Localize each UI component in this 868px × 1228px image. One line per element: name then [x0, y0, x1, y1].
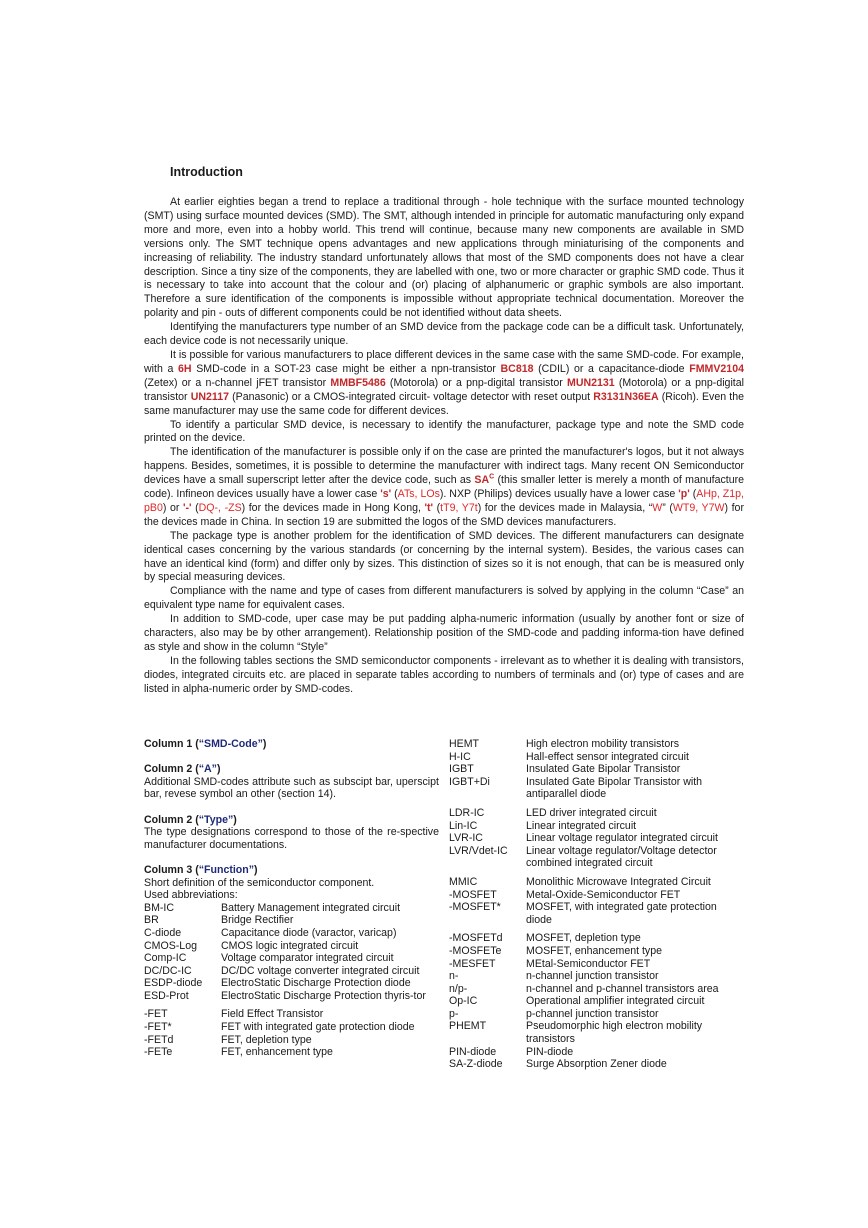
code-marker: 'p' — [678, 488, 690, 501]
abbreviation-row — [449, 820, 744, 833]
abbreviation-definition: ElectroStatic Discharge Protection diode — [221, 977, 411, 990]
abbreviation-definition: Capacitance diode (varactor, varicap) — [221, 926, 397, 939]
abbreviation-definition: Pseudomorphic high electron mobility transistors — [526, 1020, 703, 1046]
abbreviation-definition: Voltage comparator integrated circuit — [221, 952, 394, 965]
smd-code: 6H — [178, 362, 192, 375]
abbreviation-row — [449, 945, 744, 958]
abbreviation-row — [449, 1046, 744, 1059]
abbreviation-row — [449, 1058, 744, 1071]
abbreviation-term: H-IC — [449, 750, 471, 763]
abbreviation-row — [449, 807, 744, 820]
paragraph-7: Compliance with the name and type of cases from different manufacturers is solved by applying in the column “Case” an equivalent type name for equivalent cases. — [144, 585, 744, 612]
abbreviation-term: -MOSFET — [449, 888, 497, 901]
column-description: Short definition of the semiconductor component. — [144, 876, 375, 889]
part-number: MUN2131 — [567, 376, 615, 389]
column-heading: Column 3 (“Function”) — [144, 863, 258, 876]
paragraph-6: The package type is another problem for the identification of SMD devices. The different manufacturers can designate identical cases concerning by the various standards (or concerning by the internal system). Besides, the various cases can have an identical kind (form) and differ only by sizes. This distinction of sizes so it is not enough, that can be is measured only by special measuring devices. — [144, 529, 744, 584]
abbreviation-row — [144, 965, 439, 978]
abbreviation-definition: FET with integrated gate protection diode — [221, 1021, 415, 1034]
abbreviation-term: n- — [449, 970, 459, 983]
abbreviation-definition: Linear integrated circuit — [526, 819, 637, 832]
abbreviation-definition: Field Effect Transistor — [221, 1008, 324, 1021]
abbreviation-definition: Insulated Gate Bipolar Transistor with antiparallel diode — [526, 775, 703, 801]
abbreviation-term: Lin-IC — [449, 819, 478, 832]
columns-description-right — [449, 738, 744, 1071]
abbreviation-term: IGBT+Di — [449, 775, 490, 788]
abbreviation-row — [144, 902, 439, 915]
abbreviation-definition: Hall-effect sensor integrated circuit — [526, 750, 689, 763]
abbreviation-definition: MOSFET, with integrated gate protection diode — [526, 901, 717, 926]
abbreviation-row — [144, 952, 439, 965]
paragraph-3: It is possible for various manufacturers to place different devices in the same case with the same SMD-code. For example, with a 6H SMD-code in a SOT-23 case might be either a npn-transistor BC818 (CDIL) or a capacitance-diode FMMV2104 (Zetex) or a n-channel jFET transistor MMBF5486 (Motorola) or a pnp-digital transistor MUN2131 (Motorola) or a pnp-digital transistor UN2117 (Panasonic) or a CMOS-integrated circuit- voltage detector with reset output R3131N36EA (Ricoh). Even the same manufacturer may use the same code for different devices. — [144, 348, 744, 417]
abbreviation-definition: DC/DC voltage converter integrated circuit — [221, 964, 420, 977]
code-example: AHp, Z1p, pB0 — [144, 488, 744, 514]
abbreviation-row — [144, 940, 439, 953]
abbreviation-term: BM-IC — [144, 901, 175, 914]
abbreviation-row — [449, 776, 744, 801]
abbreviation-term: BR — [144, 914, 159, 927]
paragraph-8: In addition to SMD-code, uper case may be put padding alpha-numeric information (usually by another font or size of characters, also may be by other arrangement). Relationship position of the SMD-code and padding informa-tion have defined as style and show in the column “Style” — [144, 613, 744, 653]
abbreviation-row — [449, 876, 744, 889]
paragraph-1: At earlier eighties began a trend to replace a traditional through - hole technique with the surface mounted technology (SMT) using surface mounted devices (SMD). The SMT, although intended in principle for automatic manufacturing only expand more and more, even into a hobby world. This trend will continue, because many new components are available in SMD versions only. The SMT technique opens advantages and new applications through miniaturising of the components and increasing of reliability. The industry standard unfortunately allows that most of the SMD components does not have a clear description. Since a tiny size of the components, they are labelled with one, two or more character or graphic SMD code. Thus it is necessary to take into account that the colour and (or) placing of alphanumeric or graphic symbols are also important. Therefore a sure identification of the components is impossible without appropriate technical documentation. Moreover the polarity and pin - outs of different components could be not identified without data sheets. — [144, 196, 744, 320]
abbreviation-term: -FET — [144, 1008, 168, 1021]
abbreviation-row — [449, 832, 744, 845]
abbreviation-term: CMOS-Log — [144, 939, 197, 952]
abbreviation-row — [144, 1021, 439, 1034]
abbreviation-term: C-diode — [144, 926, 182, 939]
abbreviation-definition: Surge Absorption Zener diode — [526, 1058, 667, 1071]
abbreviation-row — [449, 1008, 744, 1021]
abbreviation-row — [449, 932, 744, 945]
abbreviation-term: HEMT — [449, 738, 480, 750]
abbreviation-term: LVR/Vdet-IC — [449, 844, 508, 857]
abbreviation-term: LDR-IC — [449, 806, 485, 819]
section-heading: Introduction — [170, 165, 243, 179]
code-marker: 't' — [424, 501, 434, 514]
introduction-body — [144, 196, 744, 697]
abbreviation-definition: ElectroStatic Discharge Protection thyris-tor — [221, 989, 426, 1002]
abbreviation-definition: High electron mobility transistors — [526, 738, 680, 750]
paragraph-2: Identifying the manufacturers type number of an SMD device from the package code can be a difficult task. Unfortunately, each device code is not necessarily unique. — [144, 321, 744, 348]
code-example: DQ-, -ZS — [198, 501, 242, 514]
abbreviation-definition: n-channel junction transistor — [526, 970, 659, 983]
abbreviation-term: PIN-diode — [449, 1045, 497, 1058]
column-description: The type designations correspond to those of the re-spective manufacturer documentations. — [144, 826, 439, 851]
abbreviation-term: n/p- — [449, 982, 468, 995]
abbreviation-term: -MOSFETd — [449, 932, 503, 945]
part-number: UN2117 — [190, 390, 229, 403]
abbreviation-definition: n-channel and p-channel transistors area — [526, 982, 719, 995]
part-number: R3131N36EA — [593, 390, 659, 403]
abbreviation-definition: Battery Management integrated circuit — [221, 901, 401, 914]
abbreviation-row — [449, 889, 744, 902]
abbreviation-row — [449, 751, 744, 764]
abbreviation-row — [449, 983, 744, 996]
abbreviation-term: p- — [449, 1007, 459, 1020]
abbreviation-term: ESDP-diode — [144, 977, 203, 990]
abbreviation-row — [449, 845, 744, 870]
column-description: Additional SMD-codes attribute such as subscipt bar, uperscipt bar, revese symbol an other (section 14). — [144, 775, 439, 801]
abbreviation-term: MMIC — [449, 875, 478, 888]
part-number: MMBF5486 — [330, 376, 386, 389]
paragraph-4: To identify a particular SMD device, is necessary to identify the manufacturer, package type and note the SMD code printed on the device. — [144, 418, 744, 445]
paragraph-5: The identification of the manufacturer is possible only if on the case are printed the manufacturer's logos, but it not always happens. Besides, sometimes, it is possible to determine the manufacturer with indirect tags. Many recent ON Semiconductor devices have a small superscript letter after the device code, such as $SA^C$ (this smaller letter is merely a month of manufacture code). Infineon devices usually have a lower case 's' (ATs, LOs). NXP (Philips) devices usually have a lower case 'p' (AHp, Z1p, pB0) or '-' (DQ-, -ZS) for the devices made in Hong Kong, 't' (tT9, Y7t) for the devices made in Malaysia, “W” (WT9, Y7W) for the devices made in China. In section 19 are submitted the logos of the SMD devices manufacturers. — [144, 446, 745, 528]
abbreviation-term: -MOSFETe — [449, 944, 502, 957]
abbreviation-term: -FETd — [144, 1033, 174, 1046]
column-heading: Column 2 (“A”) — [144, 763, 221, 776]
abbreviation-definition: Bridge Rectifier — [221, 914, 294, 927]
abbreviation-definition: Monolithic Microwave Integrated Circuit — [526, 875, 711, 888]
abbreviation-definition: FET, depletion type — [221, 1033, 312, 1046]
abbreviation-definition: LED driver integrated circuit — [526, 806, 657, 819]
abbreviation-term: LVR-IC — [449, 832, 483, 845]
abbreviation-definition: MOSFET, depletion type — [526, 932, 641, 945]
column-heading: Column 1 (“SMD-Code”) — [144, 738, 267, 750]
abbreviation-term: IGBT — [449, 763, 474, 776]
abbreviation-row — [144, 990, 439, 1003]
abbreviation-row — [449, 995, 744, 1008]
abbreviation-row — [144, 914, 439, 927]
abbreviation-definition: MOSFET, enhancement type — [526, 944, 663, 957]
column-heading: Column 2 (“Type”) — [144, 813, 237, 826]
columns-description-left — [144, 738, 439, 1059]
code-example: SA — [474, 474, 490, 487]
paragraph-9: In the following tables sections the SMD semiconductor components - irrelevant as to whether it is dealing with transistors, diodes, integrated circuits etc. are placed in separate tables according to numbers of terminals and (or) type of cases and are listed in alpha-numeric order by SMD-codes. — [144, 654, 744, 695]
abbreviation-term: -FETe — [144, 1046, 173, 1059]
code-marker: 's' — [380, 488, 392, 501]
abbreviation-list-right — [449, 738, 744, 1071]
part-number: BC818 — [500, 362, 534, 375]
abbreviation-row — [449, 1020, 744, 1045]
abbreviation-row — [449, 738, 744, 751]
abbreviation-definition: Insulated Gate Bipolar Transistor — [526, 763, 681, 776]
abbreviation-definition: CMOS logic integrated circuit — [221, 939, 359, 952]
abbreviation-definition: p-channel junction transistor — [526, 1007, 659, 1020]
abbreviation-definition: Linear voltage regulator/Voltage detector combined integrated circuit — [526, 844, 717, 870]
abbreviation-row — [144, 1046, 439, 1059]
abbreviation-row — [144, 1034, 439, 1047]
code-marker: '-' — [182, 501, 192, 514]
abbreviation-term: SA-Z-diode — [449, 1058, 503, 1071]
abbreviation-row — [449, 901, 744, 926]
code-example: ATs, LOs — [397, 488, 440, 501]
abbreviation-term: PHEMT — [449, 1020, 487, 1033]
abbreviation-definition: Linear voltage regulator integrated circuit — [526, 832, 718, 845]
column-description: Used abbreviations: — [144, 889, 238, 902]
abbreviation-definition: MEtal-Semiconductor FET — [526, 957, 651, 970]
code-example: tT9, Y7t — [440, 501, 478, 514]
abbreviation-term: -MOSFET* — [449, 901, 501, 914]
abbreviation-definition: Metal-Oxide-Semiconductor FET — [526, 888, 681, 901]
abbreviation-row — [449, 958, 744, 971]
abbreviation-term: -FET* — [144, 1021, 172, 1034]
abbreviation-row — [144, 927, 439, 940]
abbreviation-definition: Operational amplifier integrated circuit — [526, 995, 705, 1008]
code-example: WT9, Y7W — [672, 501, 725, 514]
code-marker: W — [652, 501, 663, 514]
abbreviation-term: Op-IC — [449, 995, 478, 1008]
abbreviation-term: -MESFET — [449, 957, 496, 970]
abbreviation-row — [449, 763, 744, 776]
part-number: FMMV2104 — [689, 362, 744, 375]
abbreviation-definition: PIN-diode — [526, 1045, 574, 1058]
abbreviation-term: DC/DC-IC — [144, 964, 192, 977]
abbreviation-row — [449, 970, 744, 983]
abbreviation-row — [144, 977, 439, 990]
abbreviation-definition: FET, enhancement type — [221, 1046, 333, 1059]
abbreviation-row — [144, 1008, 439, 1021]
abbreviation-term: Comp-IC — [144, 952, 187, 965]
abbreviation-term: ESD-Prot — [144, 989, 189, 1002]
code-superscript: C — [489, 473, 495, 481]
abbreviation-list-left — [144, 902, 439, 1059]
